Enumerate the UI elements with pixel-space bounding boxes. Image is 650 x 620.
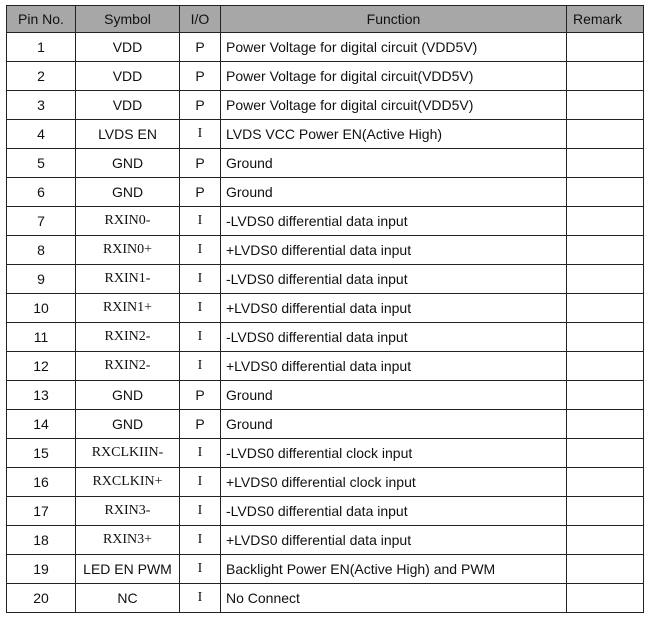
cell-function: Ground [221,178,567,207]
cell-function: Power Voltage for digital circuit(VDD5V) [221,62,567,91]
cell-symbol: VDD [76,91,180,120]
cell-remark [567,526,644,555]
cell-pin-no: 9 [7,265,76,294]
cell-remark [567,236,644,265]
cell-pin-no: 4 [7,120,76,149]
cell-function: -LVDS0 differential data input [221,497,567,526]
table-row [7,497,644,526]
cell-symbol: GND [76,149,180,178]
cell-symbol: NC [76,584,180,613]
cell-io: I [180,120,221,149]
cell-remark [567,207,644,236]
cell-function: +LVDS0 differential data input [221,352,567,381]
cell-remark [567,294,644,323]
cell-io: I [180,323,221,352]
cell-remark [567,410,644,439]
cell-remark [567,62,644,91]
cell-pin-no: 8 [7,236,76,265]
cell-pin-no: 10 [7,294,76,323]
cell-pin-no: 12 [7,352,76,381]
cell-symbol: GND [76,381,180,410]
cell-function: +LVDS0 differential data input [221,526,567,555]
cell-remark [567,439,644,468]
cell-pin-no: 15 [7,439,76,468]
cell-io: P [180,381,221,410]
cell-function: -LVDS0 differential data input [221,323,567,352]
header-io: I/O [180,6,221,33]
cell-remark [567,91,644,120]
cell-remark [567,33,644,62]
table-row [7,236,644,265]
table-row [7,381,644,410]
cell-io: P [180,178,221,207]
table-row [7,178,644,207]
header-symbol: Symbol [76,6,180,33]
table-row [7,410,644,439]
table-row [7,265,644,294]
cell-pin-no: 3 [7,91,76,120]
cell-symbol: VDD [76,62,180,91]
cell-io: I [180,352,221,381]
table-row [7,352,644,381]
table-row [7,62,644,91]
cell-symbol: RXIN1- [76,265,180,294]
cell-remark [567,120,644,149]
table-row [7,526,644,555]
cell-symbol: GND [76,178,180,207]
table-row [7,439,644,468]
cell-pin-no: 2 [7,62,76,91]
header-remark: Remark [567,6,644,33]
cell-symbol: LED EN PWM [76,555,180,584]
header-function: Function [221,6,567,33]
table-header-row [7,6,644,33]
cell-symbol: RXCLKIIN- [76,439,180,468]
table-row [7,33,644,62]
table-row [7,468,644,497]
cell-function: Backlight Power EN(Active High) and PWM [221,555,567,584]
cell-io: I [180,497,221,526]
cell-remark [567,149,644,178]
cell-symbol: RXCLKIN+ [76,468,180,497]
cell-remark [567,555,644,584]
cell-io: I [180,526,221,555]
cell-symbol: RXIN0+ [76,236,180,265]
cell-pin-no: 20 [7,584,76,613]
cell-io: I [180,207,221,236]
cell-remark [567,178,644,207]
table-row [7,584,644,613]
table-row [7,120,644,149]
cell-io: P [180,410,221,439]
table-row [7,323,644,352]
cell-pin-no: 13 [7,381,76,410]
cell-symbol: GND [76,410,180,439]
cell-io: I [180,265,221,294]
cell-remark [567,352,644,381]
cell-remark [567,381,644,410]
cell-function: Ground [221,410,567,439]
cell-remark [567,323,644,352]
cell-function: No Connect [221,584,567,613]
cell-symbol: RXIN3+ [76,526,180,555]
table-row [7,149,644,178]
cell-symbol: RXIN2- [76,323,180,352]
cell-symbol: RXIN0- [76,207,180,236]
cell-symbol: RXIN2- [76,352,180,381]
cell-io: I [180,584,221,613]
cell-symbol: VDD [76,33,180,62]
cell-pin-no: 17 [7,497,76,526]
header-pin-no: Pin No. [7,6,76,33]
cell-pin-no: 7 [7,207,76,236]
table-row [7,91,644,120]
cell-remark [567,497,644,526]
table-row [7,207,644,236]
cell-function: Ground [221,381,567,410]
table-row [7,555,644,584]
cell-io: I [180,468,221,497]
cell-io: P [180,149,221,178]
cell-pin-no: 19 [7,555,76,584]
cell-function: +LVDS0 differential data input [221,236,567,265]
cell-function: Power Voltage for digital circuit(VDD5V) [221,91,567,120]
cell-pin-no: 1 [7,33,76,62]
cell-pin-no: 6 [7,178,76,207]
cell-pin-no: 14 [7,410,76,439]
cell-symbol: RXIN3- [76,497,180,526]
cell-pin-no: 5 [7,149,76,178]
cell-io: P [180,33,221,62]
cell-function: Ground [221,149,567,178]
cell-io: I [180,555,221,584]
table-row [7,294,644,323]
cell-function: LVDS VCC Power EN(Active High) [221,120,567,149]
cell-function: -LVDS0 differential data input [221,207,567,236]
cell-function: Power Voltage for digital circuit (VDD5V) [221,33,567,62]
cell-io: I [180,439,221,468]
cell-function: -LVDS0 differential data input [221,265,567,294]
table-body [7,33,644,613]
cell-io: I [180,236,221,265]
cell-function: +LVDS0 differential clock input [221,468,567,497]
cell-remark [567,468,644,497]
cell-pin-no: 16 [7,468,76,497]
cell-pin-no: 18 [7,526,76,555]
cell-pin-no: 11 [7,323,76,352]
cell-remark [567,584,644,613]
cell-io: I [180,294,221,323]
cell-function: +LVDS0 differential data input [221,294,567,323]
cell-function: -LVDS0 differential clock input [221,439,567,468]
cell-remark [567,265,644,294]
pin-assignment-table [6,5,644,613]
cell-symbol: RXIN1+ [76,294,180,323]
cell-symbol: LVDS EN [76,120,180,149]
cell-io: P [180,62,221,91]
cell-io: P [180,91,221,120]
